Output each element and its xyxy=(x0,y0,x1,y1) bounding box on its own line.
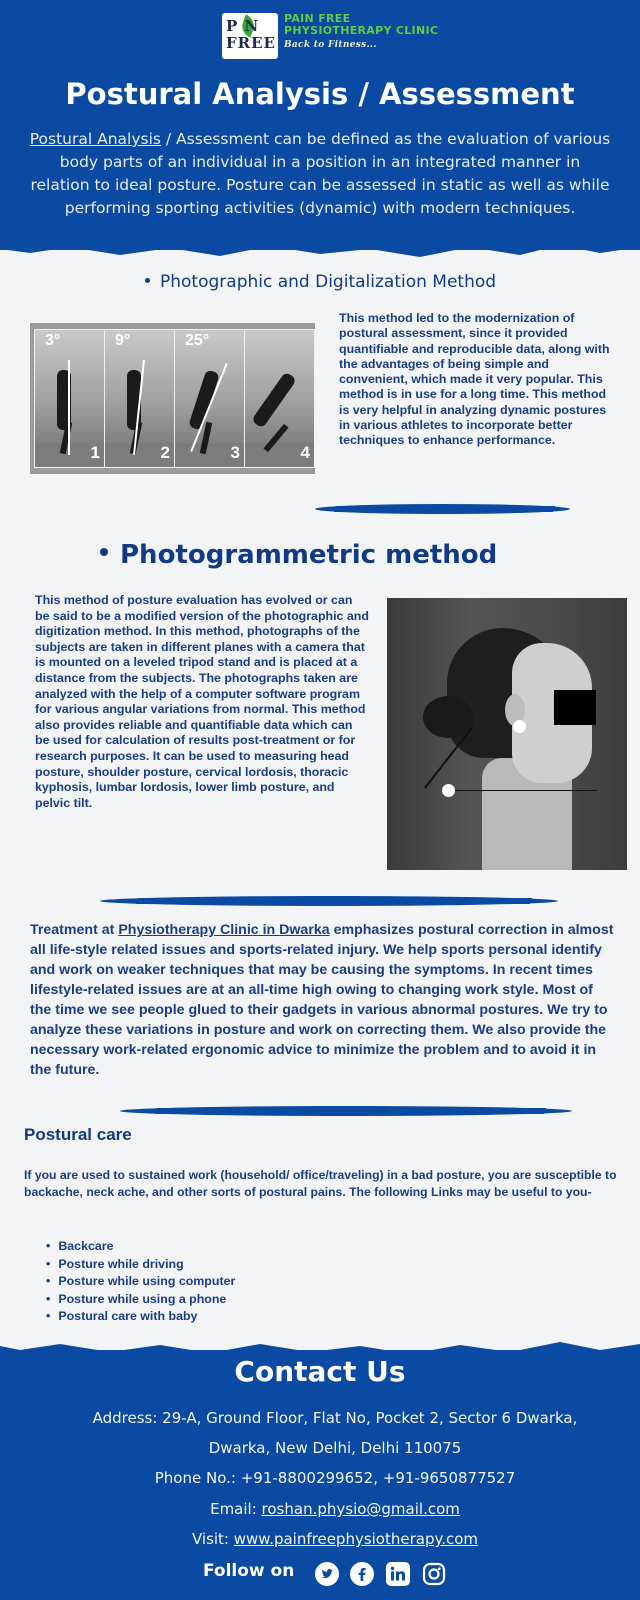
twitter-icon[interactable] xyxy=(315,1562,339,1586)
address-line-1: Address: 29-A, Ground Floor, Flat No, Pocket 2, Sector 6 Dwarka, xyxy=(92,1409,578,1427)
head-posture-photo xyxy=(387,598,627,870)
bullet-icon xyxy=(100,548,108,556)
bullet-icon xyxy=(145,278,150,283)
website-link[interactable]: www.painfreephysiotherapy.com xyxy=(233,1530,479,1548)
postural-analysis-link[interactable]: Postural Analysis xyxy=(29,130,161,148)
logo-tagline: Back to Fitness... xyxy=(284,40,377,50)
logo-line-1: PAIN FREE xyxy=(284,12,351,25)
link-posture-phone[interactable]: • Posture while using a phone xyxy=(46,1291,235,1309)
follow-on-label: Follow on xyxy=(203,1561,295,1581)
brush-divider xyxy=(100,896,558,906)
intro-paragraph xyxy=(28,128,612,220)
header-torn-edge xyxy=(0,235,640,265)
postural-care-title: Postural care xyxy=(24,1125,132,1144)
photogrammetric-method-heading xyxy=(100,540,497,570)
linkedin-icon[interactable] xyxy=(386,1562,410,1586)
contact-title: Contact Us xyxy=(234,1355,406,1388)
link-postural-care-baby[interactable]: • Postural care with baby xyxy=(46,1308,235,1326)
instagram-icon[interactable] xyxy=(422,1562,446,1586)
postural-care-text: If you are used to sustained work (household/ office/traveling) in a bad posture, you are susceptible to backache, neck ache, and other sorts of postural pains. The following Links may be useful to you- xyxy=(24,1168,617,1200)
logo-mark xyxy=(222,13,278,59)
link-posture-computer[interactable]: • Posture while using computer xyxy=(46,1273,235,1291)
sprinter-frame-4 xyxy=(244,329,315,468)
angle-line xyxy=(68,360,70,455)
sprinter-frame-3 xyxy=(174,329,245,468)
angle-label: 9° xyxy=(115,332,131,349)
clinic-logo[interactable] xyxy=(222,13,438,59)
intro-text: / Assessment can be defined as the evaluation of various body parts of an individual in a position in an integrated manner in relation to ideal posture. Posture can be assessed in static as well as while performing sporting activities (dynamic) with modern techniques. xyxy=(30,130,611,217)
hair-bun xyxy=(423,696,473,738)
photogrammetric-method-heading-text: Photogrammetric method xyxy=(120,540,498,570)
c7-marker xyxy=(442,784,455,797)
frame-number: 1 xyxy=(90,443,100,462)
header-banner xyxy=(0,0,640,250)
photogrammetric-method-text: This method of posture evaluation has evolved or can be said to be a modified version of the photographic and digitization method. In this method, photographs of the subjects are taken in different planes with a camera that is mounted on a leveled tripod stand and is placed at a distance from the subjects. The photographs taken are analyzed with the help of a computer software program for various angular variations from normal. This method also provides reliable and quantifiable data which can be used for calculation of results post-treatment or for research purposes. It can be used to measuring head posture, shoulder posture, cervical lordosis, thoracic kyphosis, lumbar lordosis, lower limb posture, and pelvic tilt. xyxy=(35,593,369,810)
brush-divider xyxy=(315,504,570,514)
treatment-prefix: Treatment at xyxy=(30,922,119,938)
sprinter-sequence-image xyxy=(30,323,315,474)
horizontal-reference-line xyxy=(447,790,597,791)
angle-label: 25° xyxy=(185,332,210,349)
frame-number: 2 xyxy=(160,443,170,462)
photographic-method-text: This method led to the modernization of postural assessment, since it provided quantifiable and reproducible data, along with the advantages of being simple and convenient, which made it very popular. This method is in use for a long time. This method is very helpful in analyzing dynamic postures in various athletes to incorporate better techniques to enhance performance. xyxy=(339,311,610,448)
photographic-method-heading-text: Photographic and Digitalization Method xyxy=(160,272,497,292)
page-title: Postural Analysis / Assessment xyxy=(65,77,575,111)
treatment-text: emphasizes postural correction in almost all life-style related issues and sports-related injury. We help sports personal identify and work on weaker techniques that may be causing the symptoms. In recent times lifestyle-related issues are at an all-time high owing to changing work style. Most of the time we see people glued to their gadgets in various abnormal postures. We try to analyze these variations in posture and work on correcting them. We also provide the necessary work-related ergonomic advice to minimize the problem and to avoid it in the future. xyxy=(30,922,614,1078)
treatment-paragraph xyxy=(30,920,614,1080)
runner-figure xyxy=(251,371,297,428)
logo-text xyxy=(284,13,438,51)
sprinter-frame-1 xyxy=(34,329,105,468)
website-line xyxy=(0,1530,640,1548)
address-line-2: Dwarka, New Delhi, Delhi 110075 xyxy=(208,1439,462,1457)
eye-censor-box xyxy=(554,690,596,725)
frame-number: 3 xyxy=(230,443,240,462)
photographic-method-heading xyxy=(145,272,496,292)
phone-line: Phone No.: +91-8800299652, +91-9650877527 xyxy=(154,1469,516,1487)
visit-label: Visit: xyxy=(191,1530,234,1548)
facebook-icon[interactable] xyxy=(350,1562,374,1586)
sprinter-frame-2 xyxy=(104,329,175,468)
frame-number: 4 xyxy=(300,443,310,462)
email-line xyxy=(0,1500,640,1518)
physiotherapy-clinic-link[interactable]: Physiotherapy Clinic in Dwarka xyxy=(118,922,330,938)
tragus-marker xyxy=(513,720,526,733)
postural-care-links xyxy=(46,1238,235,1326)
logo-mark-letters: P N FREE xyxy=(226,17,276,52)
link-backcare[interactable]: • Backcare xyxy=(46,1238,235,1256)
logo-line-2: PHYSIOTHERAPY CLINIC xyxy=(284,24,439,37)
link-posture-driving[interactable]: • Posture while driving xyxy=(46,1256,235,1274)
brush-divider xyxy=(120,1106,572,1116)
email-label: Email: xyxy=(210,1500,262,1518)
email-link[interactable]: roshan.physio@gmail.com xyxy=(261,1500,460,1518)
angle-label: 3° xyxy=(45,332,61,349)
